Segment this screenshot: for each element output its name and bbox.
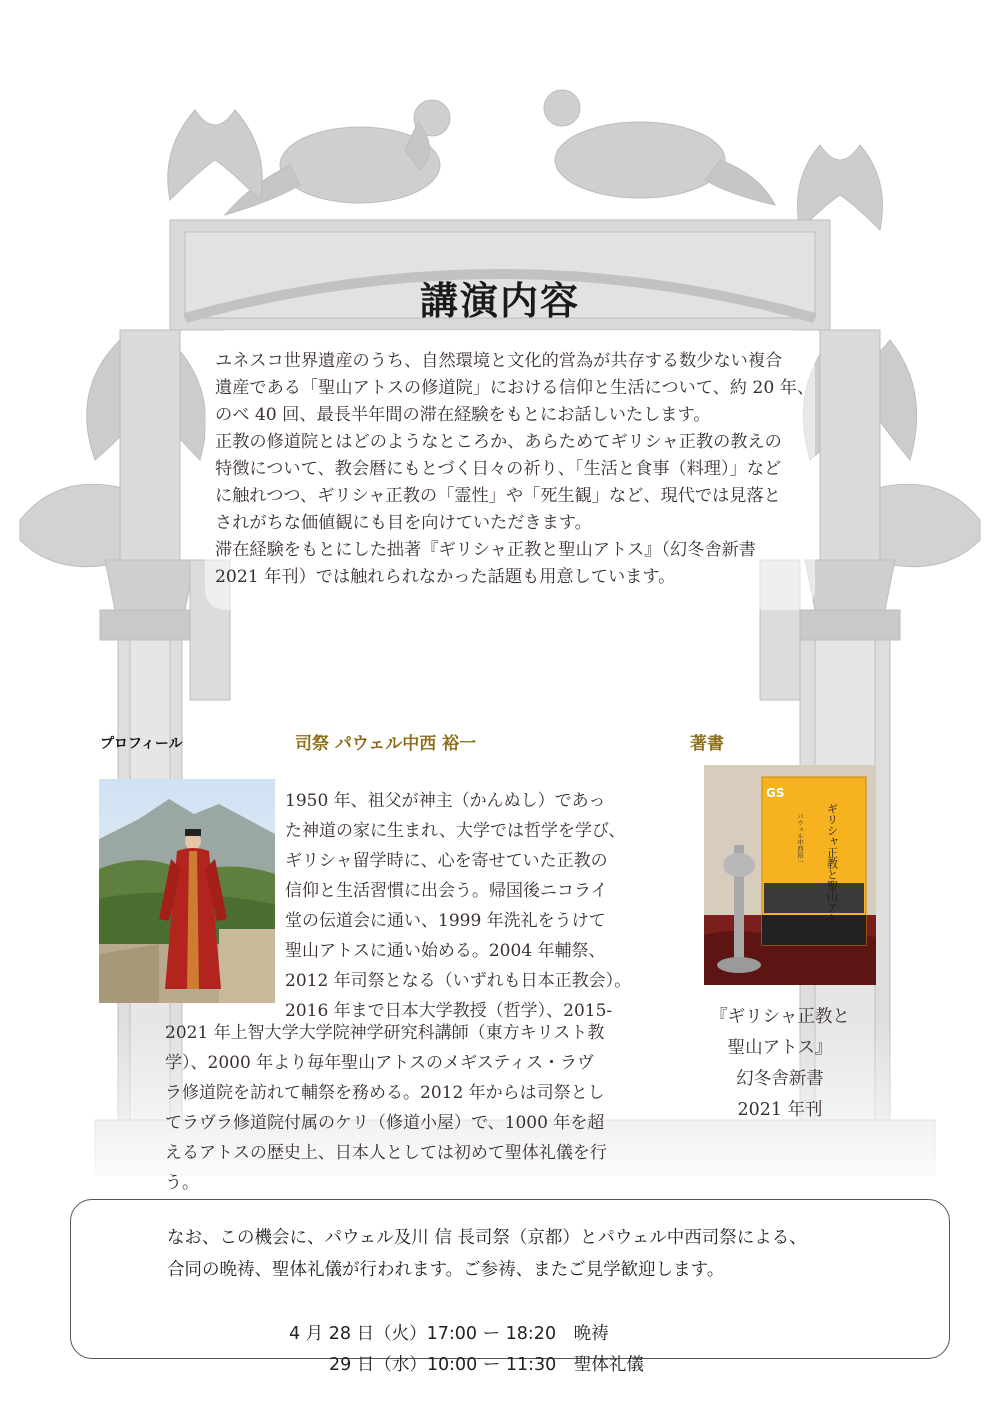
lecture-line: に触れつつ、ギリシャ正教の「霊性」や「死生観」など、現代では見落と [215, 486, 781, 506]
book-title-vertical: ギリシャ正教と聖山アトス [825, 803, 839, 935]
schedule-vespers: 4 月 28 日（火）17:00 ー 18:20 晩祷 [289, 1324, 609, 1344]
book-author-vertical: パウェル中西裕一 [796, 813, 804, 865]
bio-line: 2012 年司祭となる（いずれも日本正教会）。 [285, 971, 632, 991]
bio-line: 2021 年上智大学大学院神学研究科講師（東方キリスト教 [165, 1023, 605, 1043]
lecture-line: 正教の修道院とはどのようなところか、あらためてギリシャ正教の教えの [215, 432, 782, 452]
notice-box [70, 1199, 950, 1375]
book-caption-line: 2021 年刊 [737, 1100, 823, 1120]
book-caption-line: 聖山アトス』 [727, 1038, 833, 1058]
bio-line: てラヴラ修道院付属のケリ（修道小屋）で、1000 年を超 [165, 1113, 605, 1133]
bio-line: 堂の伝道会に通い、1999 年洗礼をうけて [285, 911, 606, 931]
bio-text-top [285, 786, 635, 1026]
bio-line: ラ修道院を訪れて輔祭を務める。2012 年からは司祭とし [165, 1083, 605, 1103]
author-name: 司祭 パウェル中西 裕一 [295, 734, 477, 754]
lecture-line: 遺産である「聖山アトスの修道院」における信仰と生活について、約 20 年、 [215, 378, 815, 398]
book-caption-line: 『ギリシャ正教と [710, 1007, 850, 1027]
bio-line: 2016 年まで日本大学教授（哲学）、2015- [285, 1001, 613, 1021]
book-caption-line: 幻冬舎新書 [736, 1069, 824, 1089]
bio-line: う。 [165, 1173, 199, 1193]
bio-line: えるアトスの歴史上、日本人としては初めて聖体礼儀を行 [165, 1143, 607, 1163]
schedule-liturgy: 29 日（水）10:00 ー 11:30 聖体礼儀 [329, 1355, 644, 1375]
lecture-line: のべ 40 回、最長半年間の滞在経験をもとにお話しいたします。 [215, 405, 711, 425]
bio-line: た神道の家に生まれ、大学では哲学を学び、 [285, 821, 626, 841]
lecture-description [215, 348, 815, 591]
lecture-line: ユネスコ世界遺産のうち、自然環境と文化的営為が共存する数少ない複合 [215, 351, 783, 371]
page-title: 講演内容 [419, 278, 580, 323]
book-cover-photo [704, 765, 876, 985]
notice-line: なお、この機会に、パウェル及川 信 長司祭（京都）とパウェル中西司祭による、 [167, 1228, 807, 1248]
bio-line: ギリシャ留学時に、心を寄せていた正教の [285, 851, 608, 871]
bio-line: 学）、2000 年より毎年聖山アトスのメギスティス・ラヴ [165, 1053, 594, 1073]
books-label: 著書 [690, 734, 724, 754]
bio-line: 信仰と生活習慣に出会う。帰国後ニコライ [285, 881, 608, 901]
lecture-line: 2021 年刊）では触れられなかった話題も用意しています。 [215, 567, 676, 587]
notice-line: 合同の晩祷、聖体礼儀が行われます。ご参祷、またご見学歓迎します。 [167, 1260, 725, 1280]
bio-line: 1950 年、祖父が神主（かんぬし）であっ [285, 791, 606, 811]
profile-label: プロフィール [100, 736, 183, 752]
bio-line: 聖山アトスに通い始める。2004 年輔祭、 [285, 941, 606, 961]
book-caption [690, 1002, 870, 1126]
book-series-mark: GS [766, 786, 785, 800]
lecture-line: 特徴について、教会暦にもとづく日々の祈り、「生活と食事（料理）」など [215, 459, 782, 479]
bio-text-bottom [165, 1018, 635, 1198]
lecture-line: 滞在経験をもとにした拙著『ギリシャ正教と聖山アトス』（幻冬舎新書 [215, 540, 756, 560]
author-portrait-photo [99, 779, 275, 1003]
lecture-line: されがちな価値観にも目を向けていただきます。 [215, 513, 592, 533]
